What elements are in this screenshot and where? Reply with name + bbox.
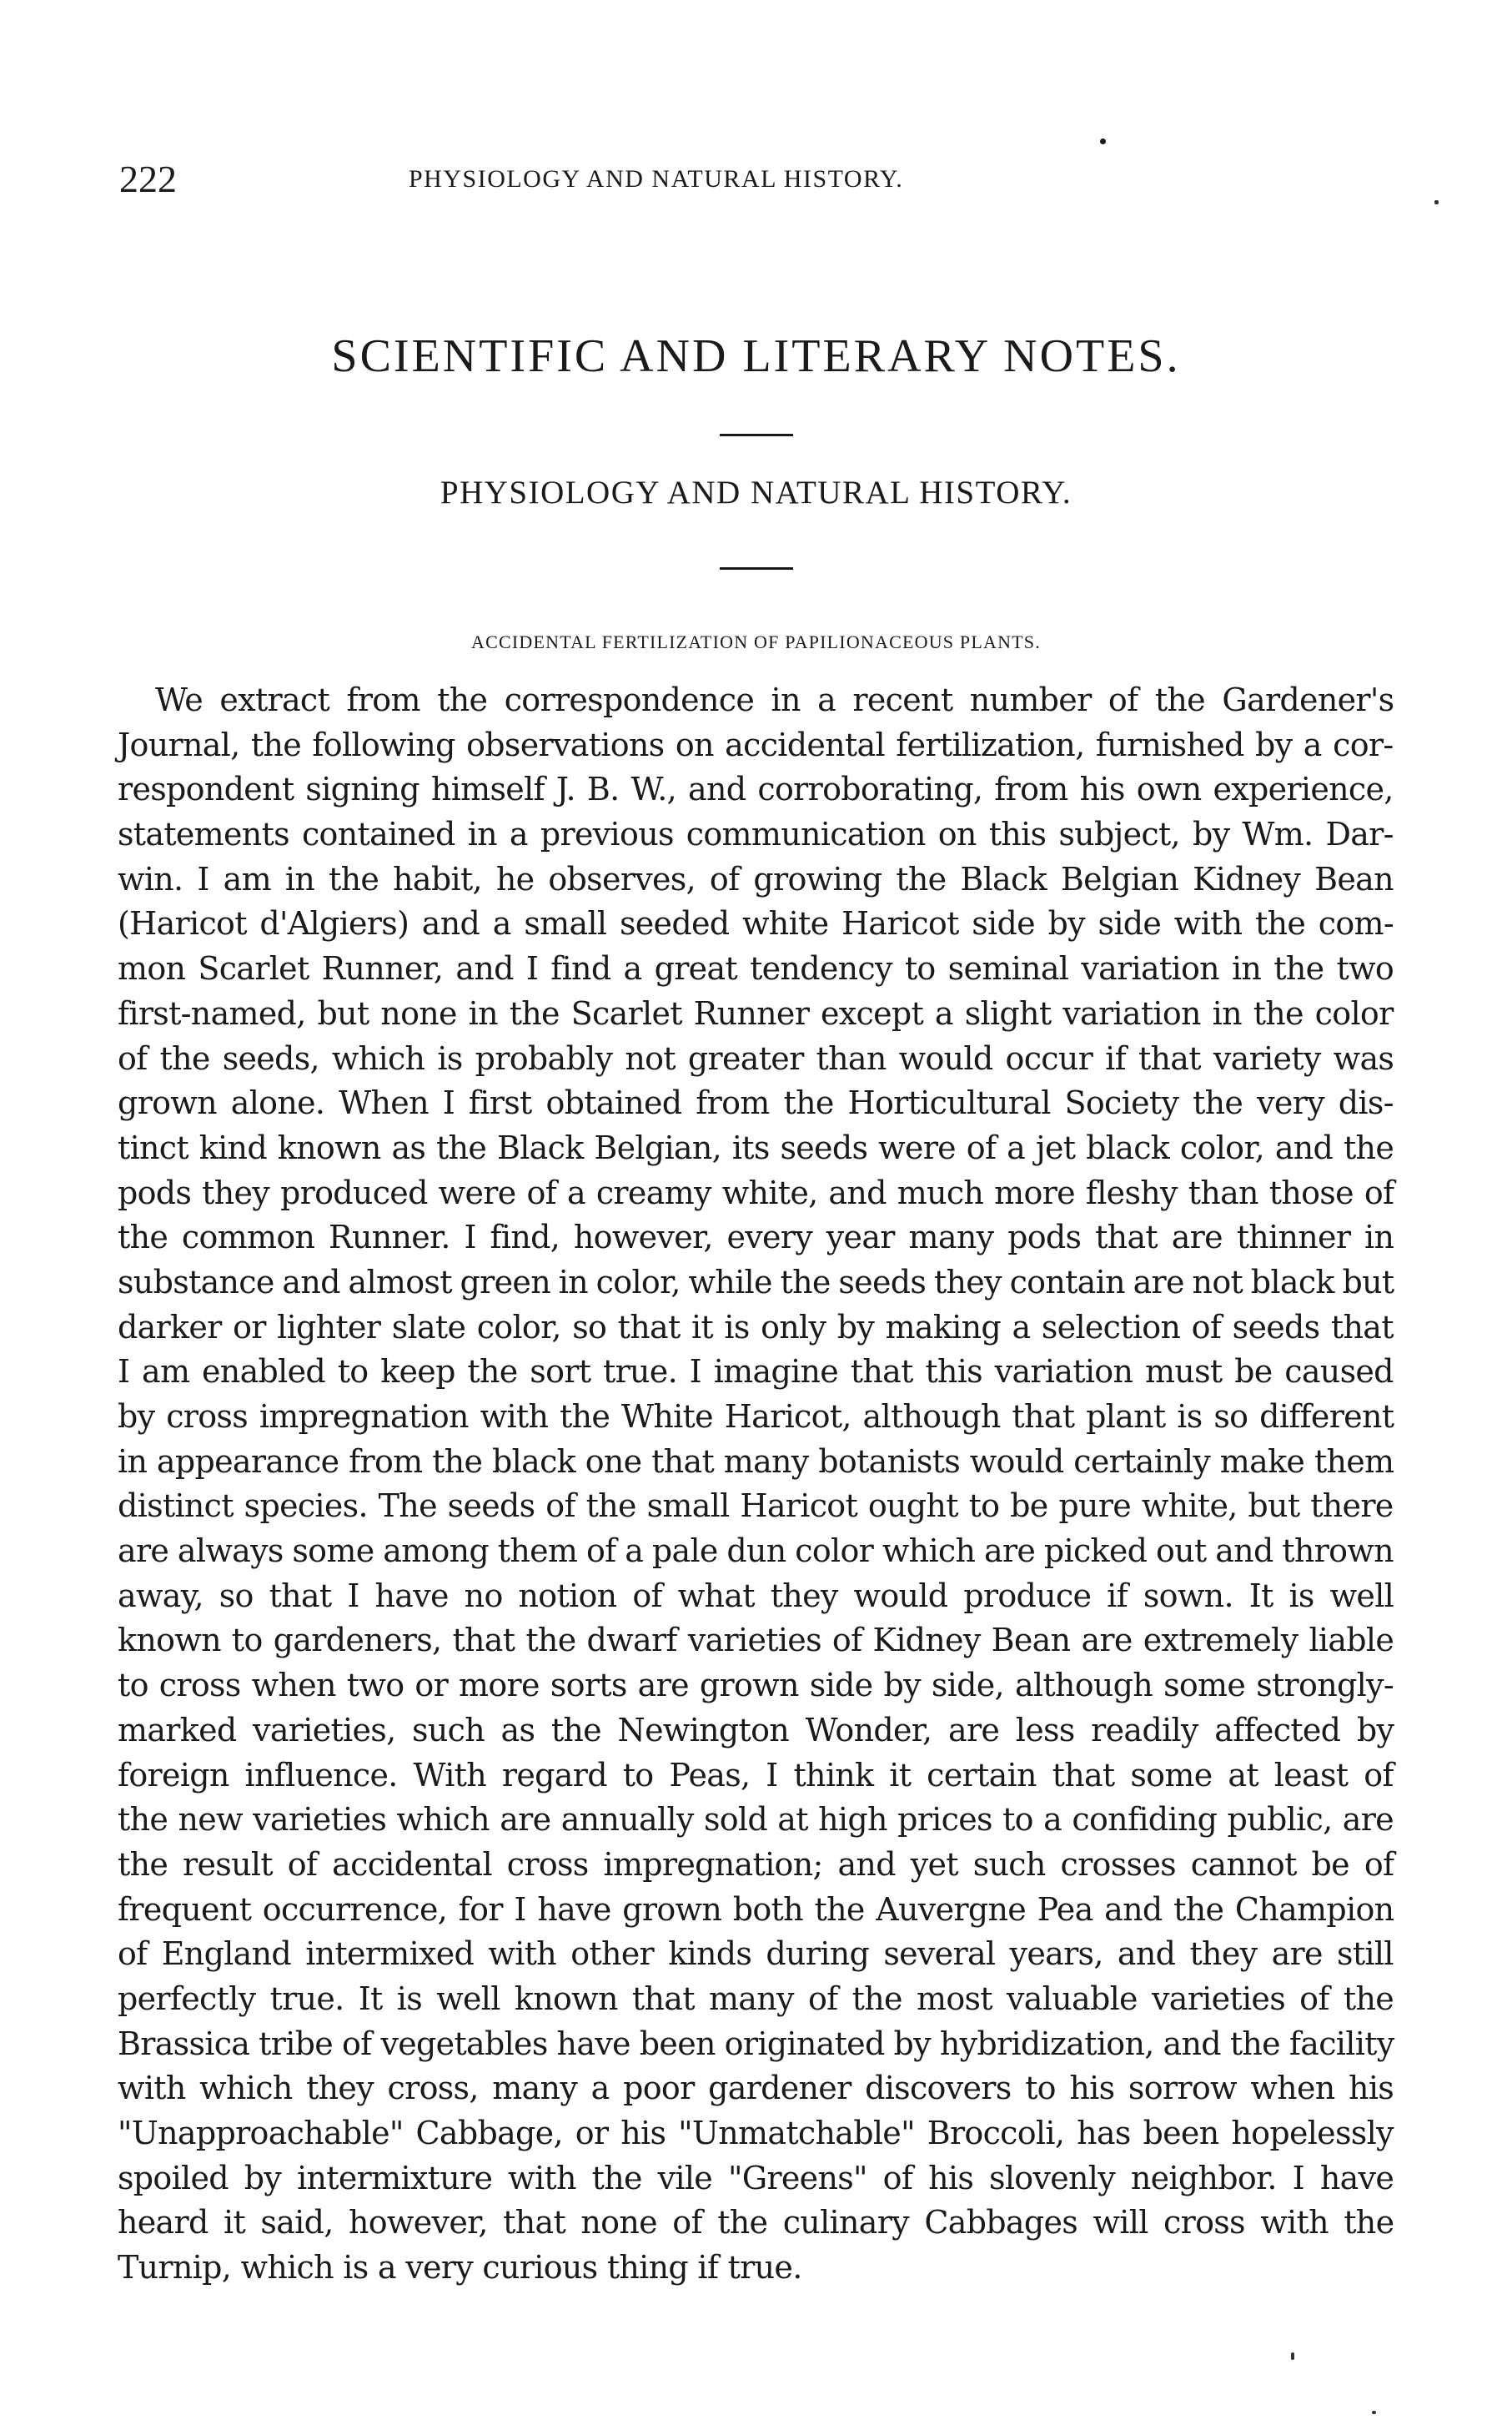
- body-line: mon Scarlet Runner, and I find a great tendency to seminal variation in the two: [118, 950, 1394, 988]
- body-line: I am enabled to keep the sort true. I imagine that this variation must be caused: [118, 1353, 1394, 1391]
- body-line: of England intermixed with other kinds during several years, and they are still: [118, 1935, 1394, 1973]
- body-line: heard it said, however, that none of the culinary Cabbages will cross with the: [118, 2204, 1394, 2241]
- body-line: the result of accidental cross impregnation; and yet such crosses cannot be of: [118, 1845, 1394, 1883]
- body-line: grown alone. When I first obtained from the Horticultural Society the very dis-: [118, 1084, 1394, 1122]
- body-line: the new varieties which are annually sold at high prices to a confiding public, are: [118, 1801, 1394, 1839]
- body-line: Journal, the following observations on accidental fertilization, furnished by a cor-: [118, 726, 1394, 763]
- body-line: known to gardeners, that the dwarf varieties of Kidney Bean are extremely liable: [118, 1622, 1394, 1659]
- body-line: to cross when two or more sorts are grown side by side, although some strongly-: [118, 1667, 1394, 1704]
- body-line: Turnip, which is a very curious thing if true.: [118, 2249, 802, 2287]
- body-line: first-named, but none in the Scarlet Runner except a slight variation in the color: [118, 994, 1394, 1032]
- body-line: foreign influence. With regard to Peas, I think it certain that some at least of: [118, 1756, 1394, 1794]
- body-line: the common Runner. I find, however, every year many pods that are thinner in: [118, 1219, 1394, 1256]
- speck-mark: [1372, 2411, 1376, 2414]
- sub-title: PHYSIOLOGY AND NATURAL HISTORY.: [440, 475, 1072, 511]
- page-number: 222: [119, 158, 177, 200]
- body-line: marked varieties, such as the Newington Wonder, are less readily affected by: [118, 1711, 1394, 1748]
- body-line: in appearance from the black one that many botanists would certainly make them: [118, 1442, 1394, 1480]
- body-line: perfectly true. It is well known that many of the most valuable varieties of the: [118, 1980, 1394, 2017]
- body-line: spoiled by intermixture with the vile "Greens" of his slovenly neighbor. I have: [118, 2159, 1394, 2196]
- body-line: tinct kind known as the Black Belgian, its seeds were of a jet black color, and the: [118, 1129, 1394, 1166]
- section-divider-top: [720, 434, 793, 436]
- body-line: by cross impregnation with the White Haricot, although that plant is so different: [118, 1398, 1394, 1435]
- body-line: away, so that I have no notion of what they would produce if sown. It is well: [118, 1577, 1394, 1614]
- running-head: PHYSIOLOGY AND NATURAL HISTORY.: [409, 165, 904, 193]
- body-line: We extract from the correspondence in a recent number of the Gardener's: [155, 682, 1394, 718]
- body-line: are always some among them of a pale dun color which are picked out and thrown: [118, 1532, 1394, 1570]
- section-title: SCIENTIFIC AND LITERARY NOTES.: [331, 330, 1181, 382]
- body-line: of the seeds, which is probably not greater than would occur if that variety was: [118, 1039, 1394, 1077]
- body-line: (Haricot d'Algiers) and a small seeded white Haricot side by side with the com-: [118, 905, 1394, 943]
- speck-mark: [1291, 2352, 1294, 2360]
- article-title: ACCIDENTAL FERTILIZATION OF PAPILIONACEOUS PLANTS.: [471, 631, 1041, 652]
- body-line: pods they produced were of a creamy white, and much more fleshy than those of: [118, 1174, 1394, 1211]
- body-line: darker or lighter slate color, so that it is only by making a selection of seeds that: [118, 1308, 1394, 1346]
- body-line: substance and almost green in color, while the seeds they contain are not black but: [118, 1263, 1394, 1301]
- body-line: "Unapproachable" Cabbage, or his "Unmatchable" Broccoli, has been hopelessly: [118, 2115, 1394, 2151]
- body-line: with which they cross, many a poor gardener discovers to his sorrow when his: [118, 2070, 1394, 2107]
- body-line: respondent signing himself J. B. W., and corroborating, from his own experience,: [118, 771, 1394, 808]
- section-divider-bottom: [720, 567, 793, 570]
- speck-mark: [1434, 200, 1439, 204]
- printer-dot-mark: [1100, 138, 1106, 144]
- body-line: distinct species. The seeds of the small Haricot ought to be pure white, but there: [118, 1487, 1394, 1525]
- body-line: win. I am in the habit, he observes, of growing the Black Belgian Kidney Bean: [118, 860, 1394, 898]
- body-line: Brassica tribe of vegetables have been originated by hybridization, and the facility: [118, 2025, 1394, 2062]
- article-body: [118, 678, 1394, 2291]
- body-line: statements contained in a previous communication on this subject, by Wm. Dar-: [118, 816, 1394, 853]
- body-line: frequent occurrence, for I have grown both the Auvergne Pea and the Champion: [118, 1890, 1394, 1928]
